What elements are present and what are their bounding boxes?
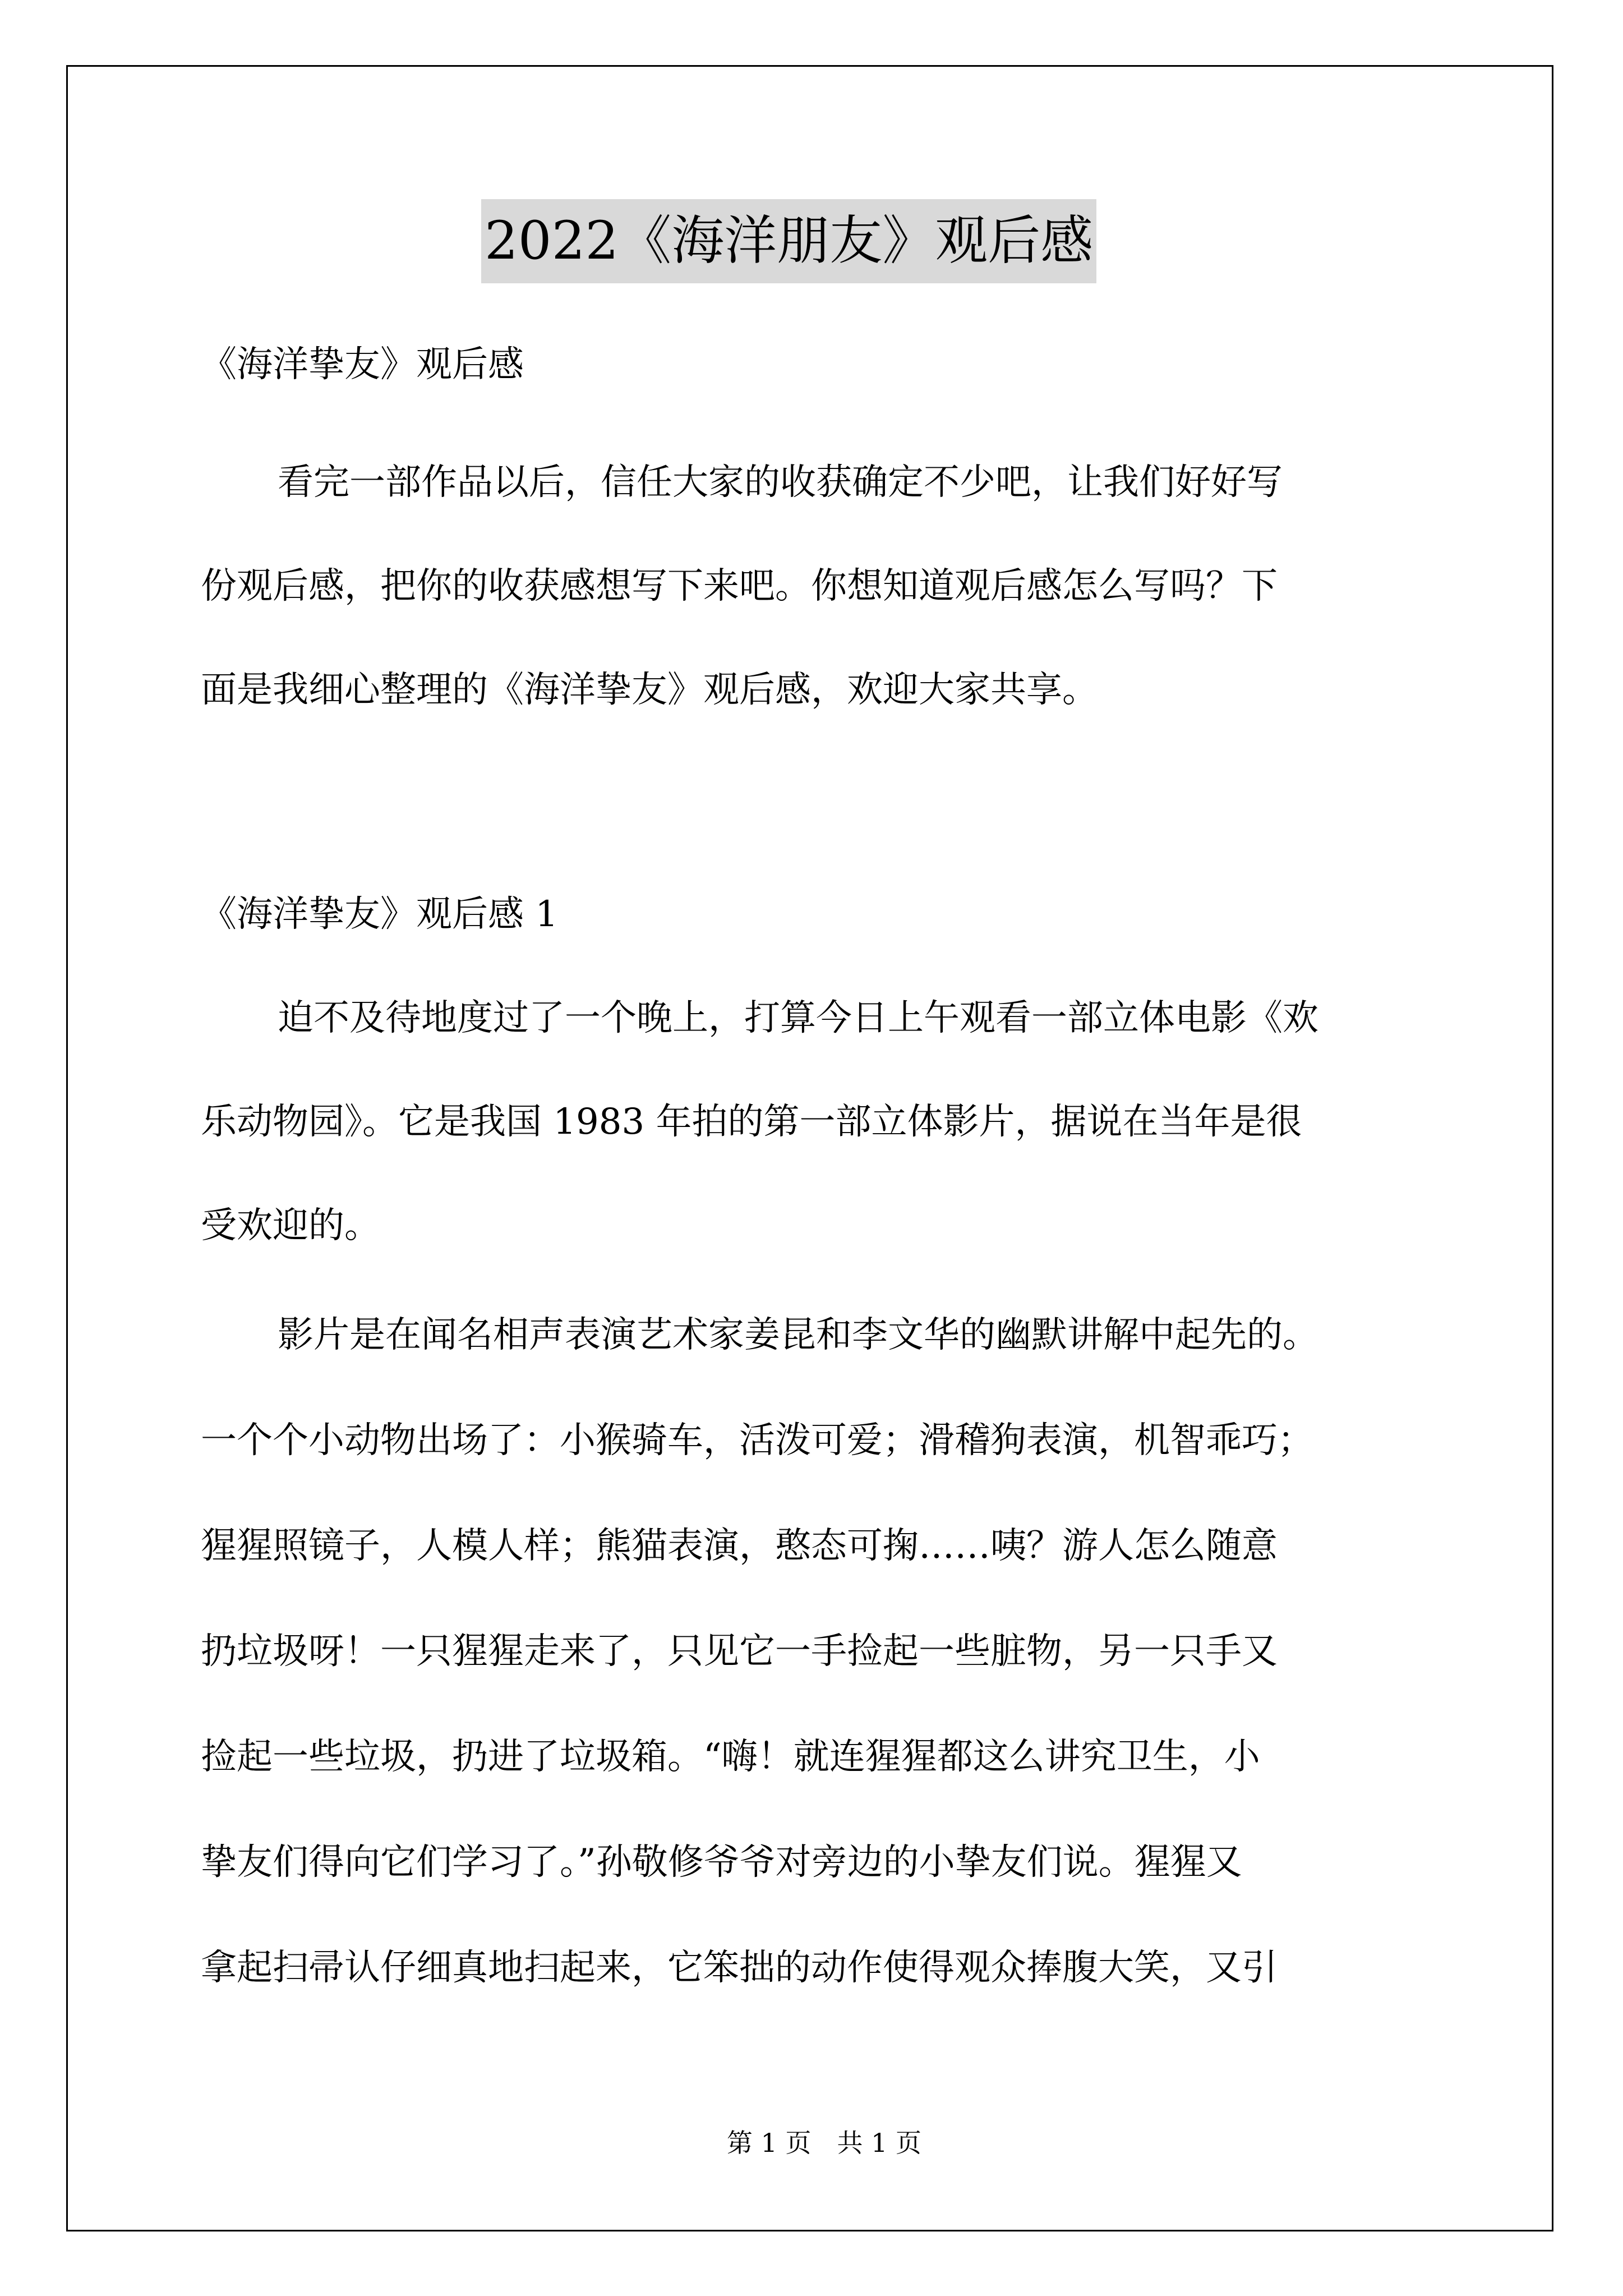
intro-line-2: 份观后感，把你的收获感想写下来吧。你想知道观后感怎么写吗？下 xyxy=(201,565,1278,607)
section1-p1-line-3: 受欢迎的。 xyxy=(201,1205,380,1246)
section1-p2-line-1: 影片是在闻名相声表演艺术家姜昆和李文华的幽默讲解中起先的。 xyxy=(278,1314,1318,1356)
section1-p2-line-2: 一个个小动物出场了：小猴骑车，活泼可爱；滑稽狗表演，机智乖巧； xyxy=(201,1420,1313,1461)
section1-p2-line-5: 捡起一些垃圾，扔进了垃圾箱。“嗨！就连猩猩都这么讲究卫生，小 xyxy=(201,1736,1260,1778)
intro-heading: 《海洋挚友》观后感 xyxy=(201,344,524,385)
section1-p2-line-6: 挚友们得向它们学习了。”孙敬修爷爷对旁边的小挚友们说。猩猩又 xyxy=(201,1842,1242,1883)
section1-p2-line-7: 拿起扫帚认仔细真地扫起来，它笨拙的动作使得观众捧腹大笑，又引 xyxy=(201,1947,1278,1989)
section1-p2-line-4: 扔垃圾呀！一只猩猩走来了，只见它一手捡起一些脏物，另一只手又 xyxy=(201,1631,1278,1672)
intro-line-1: 看完一部作品以后，信任大家的收获确定不少吧，让我们好好写 xyxy=(278,462,1283,503)
section1-p1-line-2: 乐动物园》。它是我国 1983 年拍的第一部立体影片，据说在当年是很 xyxy=(201,1101,1302,1143)
document-title: 2022《海洋朋友》观后感 xyxy=(481,199,1096,283)
page-border xyxy=(66,65,1553,2231)
page-number-footer: 第 1 页 共 1 页 xyxy=(727,2128,922,2158)
section1-p1-line-1: 迫不及待地度过了一个晚上，打算今日上午观看一部立体电影《欢 xyxy=(278,997,1318,1039)
section1-p2-line-3: 猩猩照镜子，人模人样；熊猫表演，憨态可掬……咦？游人怎么随意 xyxy=(201,1525,1278,1567)
intro-line-3: 面是我细心整理的《海洋挚友》观后感，欢迎大家共享。 xyxy=(201,669,1098,711)
section1-heading: 《海洋挚友》观后感 1 xyxy=(201,894,559,935)
